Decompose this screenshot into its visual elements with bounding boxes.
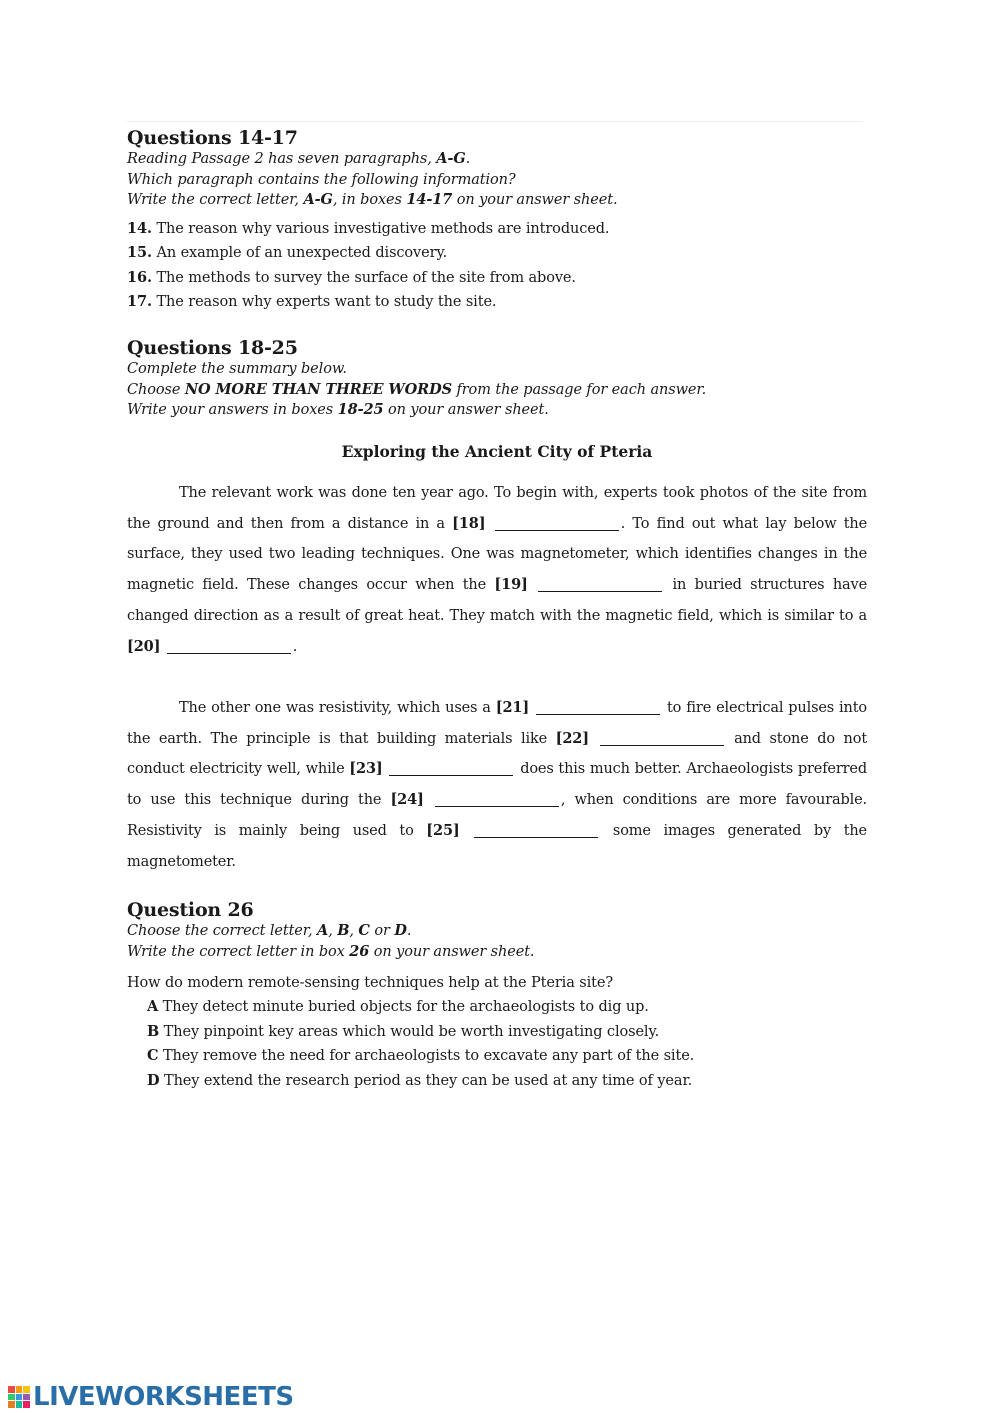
section-heading: Questions 18-25	[127, 337, 298, 359]
answer-blank-23[interactable]	[389, 761, 513, 777]
logo-square	[23, 1401, 30, 1408]
answer-blank-21[interactable]	[536, 700, 660, 716]
question-item: 15. An example of an unexpected discovery.	[127, 244, 448, 261]
answer-blank-24[interactable]	[435, 792, 559, 808]
instruction-line: Choose the correct letter, A, B, C or D.	[127, 922, 412, 939]
instruction-line: Write the correct letter, A-G, in boxes 14-17 on your answer sheet.	[127, 191, 618, 208]
question-item: 17. The reason why experts want to study the site.	[127, 293, 497, 310]
gap-label-21: [21]	[495, 699, 530, 716]
liveworksheets-logo	[8, 1382, 294, 1412]
question-item: 16. The methods to survey the surface of the site from above.	[127, 268, 576, 286]
gap-label-20: [20]	[127, 637, 161, 655]
gap-label-23: [23]	[349, 760, 383, 778]
gap-label-18: [18]	[452, 514, 486, 532]
summary-paragraph-1: The relevant work was done ten year ago. To begin with, experts took photos of the site from the ground and then from a distance in a [18] . To find out what lay below the surface, they used two leading techniques. One was magnetometer, which identifies changes in the magnetic field. These changes occur when the [19] in buried structures have changed direction as a result of great heat. They match with the magnetic field, which is similar to a [20] .	[127, 485, 868, 655]
section-question-26	[127, 899, 867, 1093]
answer-option-b[interactable]: B They pinpoint key areas which would be worth investigating closely.	[147, 1022, 660, 1040]
instruction-line: Complete the summary below.	[127, 361, 347, 377]
section-questions-14-17	[127, 127, 867, 315]
answer-blank-20[interactable]	[167, 638, 291, 654]
logo-mark-icon	[8, 1386, 30, 1408]
section-heading: Question 26	[127, 899, 254, 921]
gap-label-24: [24]	[390, 791, 424, 809]
instruction-line: Choose NO MORE THAN THREE WORDS from the passage for each answer.	[127, 380, 707, 398]
answer-blank-18[interactable]	[495, 515, 619, 531]
question-prompt: How do modern remote-sensing techniques help at the Pteria site?	[127, 975, 614, 991]
logo-square	[8, 1401, 15, 1408]
answer-option-a[interactable]: A They detect minute buried objects for the archaeologists to dig up.	[147, 998, 649, 1016]
answer-blank-19[interactable]	[538, 577, 662, 593]
top-divider	[127, 121, 863, 122]
logo-square	[8, 1386, 15, 1393]
instruction-line: Reading Passage 2 has seven paragraphs, A-G.	[127, 150, 471, 167]
instruction-line: Write your answers in boxes 18-25 on your answer sheet.	[127, 401, 549, 418]
question-item: 14. The reason why various investigative methods are introduced.	[127, 219, 610, 237]
section-heading: Questions 14-17	[127, 127, 298, 149]
logo-square	[8, 1394, 15, 1401]
gap-label-19: [19]	[494, 576, 528, 594]
instruction-line: Write the correct letter in box 26 on your answer sheet.	[127, 942, 535, 960]
answer-blank-25[interactable]	[474, 822, 598, 838]
logo-square	[16, 1401, 23, 1408]
answer-option-d[interactable]: D They extend the research period as they can be used at any time of year.	[147, 1071, 693, 1089]
gap-label-25: [25]	[426, 821, 460, 839]
logo-square	[16, 1394, 23, 1401]
answer-blank-22[interactable]	[600, 730, 724, 746]
answer-option-c[interactable]: C They remove the need for archaeologists to excavate any part of the site.	[147, 1047, 695, 1065]
summary-title: Exploring the Ancient City of Pteria	[341, 442, 653, 461]
gap-label-22: [22]	[555, 729, 589, 747]
summary-paragraph-2: The other one was resistivity, which uses a [21] to fire electrical pulses into the earth. The principle is that building materials like [22] and stone do not conduct electricity well, while [23] does this much better. Archaeologists preferred to use this technique during the [24] , when conditions are more favourable. Resistivity is mainly being used to [25] some images generated by the magnetometer.	[127, 699, 867, 870]
logo-square	[16, 1386, 23, 1393]
logo-square	[23, 1386, 30, 1393]
section-questions-18-25	[127, 337, 867, 421]
instruction-line: Which paragraph contains the following information?	[127, 171, 516, 188]
logo-text: LIVEWORKSHEETS	[33, 1382, 294, 1412]
logo-square	[23, 1394, 30, 1401]
